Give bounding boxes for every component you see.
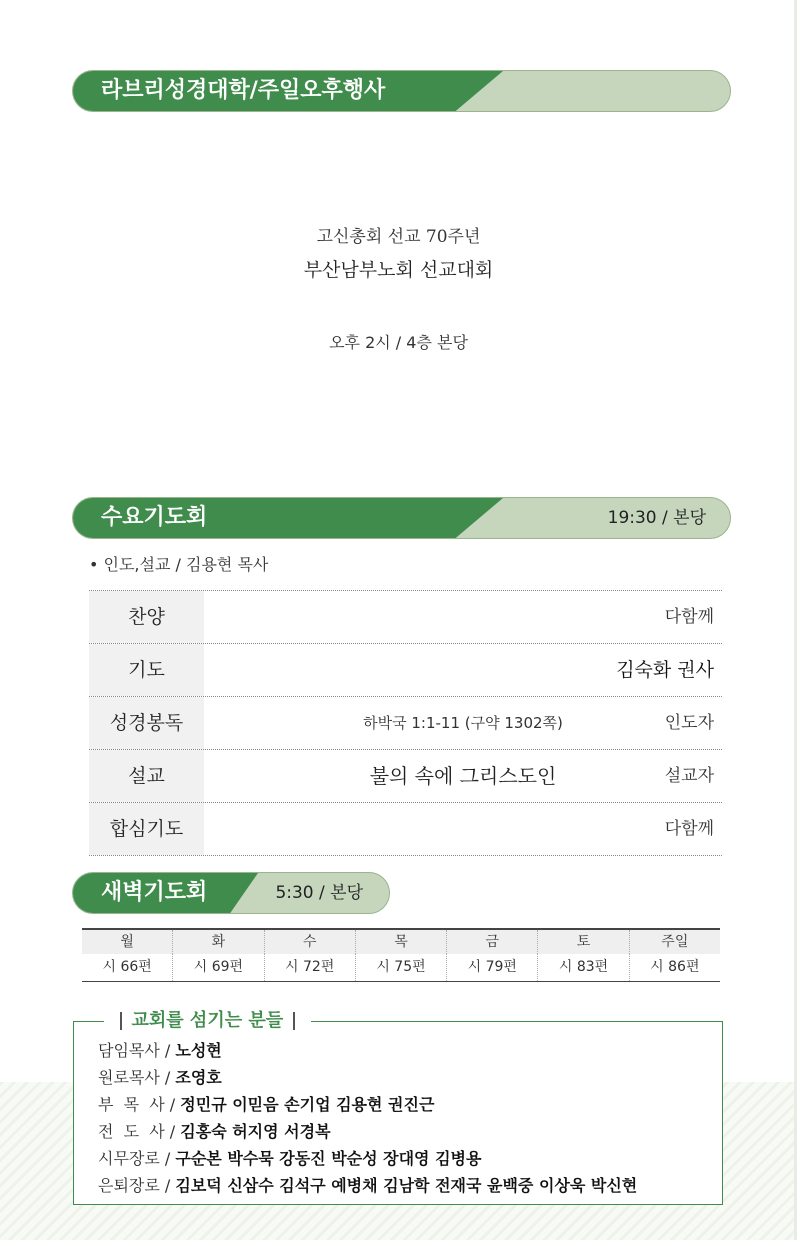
section-title: 수요기도회 xyxy=(101,505,208,530)
staff-line xyxy=(98,1092,434,1115)
day-cell: 수 xyxy=(264,930,355,954)
reading-cell: 시 66편 xyxy=(102,959,152,975)
reading-cell: 시 86편 xyxy=(629,954,720,981)
staff-line xyxy=(98,1119,331,1142)
title-divider-right xyxy=(293,1012,295,1030)
row-person: 다함께 xyxy=(664,607,714,627)
row-content: 불의 속에 그리스도인 xyxy=(369,764,557,788)
staff-line xyxy=(98,1173,637,1196)
row-label: 합심기도 xyxy=(89,803,204,855)
title-divider-left xyxy=(120,1012,122,1030)
reading-cell: 시 75편 xyxy=(355,954,446,981)
staff-line xyxy=(98,1038,222,1061)
staff-line xyxy=(98,1146,481,1169)
reading-cell: 시 79편 xyxy=(446,954,537,981)
day-cell: 금 xyxy=(446,930,537,954)
staff-names: 김홍숙 허지영 서경복 xyxy=(180,1122,331,1141)
reading-cell: 시 72편 xyxy=(264,954,355,981)
section-time: 19:30 / 본당 xyxy=(607,508,706,528)
staff-title-wrap xyxy=(104,1009,311,1033)
staff-role: 시무장로 / xyxy=(98,1149,176,1168)
staff-names: 구순본 박수묵 강동진 박순성 장대영 김병용 xyxy=(175,1149,482,1168)
section-title: 라브리성경대학/주일오후행사 xyxy=(101,78,386,103)
table-row xyxy=(89,697,722,750)
staff-line xyxy=(98,1065,222,1088)
staff-box xyxy=(73,1010,723,1205)
staff-role: 원로목사 / xyxy=(98,1068,176,1087)
event-line-1: 고신총회 선교 70주년 xyxy=(316,227,481,247)
row-label: 찬양 xyxy=(89,591,204,643)
staff-names: 정민규 이믿음 손기업 김용현 권진근 xyxy=(180,1095,435,1114)
row-person: 설교자 xyxy=(664,766,714,786)
staff-role: 은퇴장로 / xyxy=(98,1176,176,1195)
row-person: 김숙화 권사 xyxy=(616,659,714,681)
staff-names: 조영호 xyxy=(175,1068,222,1087)
staff-title: 교회를 섬기는 분들 xyxy=(131,1010,284,1031)
row-person: 인도자 xyxy=(664,713,714,733)
section-header-bible-college xyxy=(72,70,731,112)
row-label: 성경봉독 xyxy=(89,697,204,749)
row-content: 하박국 1:1-11 (구약 1302쪽) xyxy=(363,714,563,732)
table-row xyxy=(89,644,722,697)
section-header-dawn xyxy=(72,872,390,914)
day-cell: 목 xyxy=(355,930,446,954)
wednesday-leader: • 인도,설교 / 김용현 목사 xyxy=(89,555,269,574)
row-label: 설교 xyxy=(89,750,204,802)
day-cell: 주일 xyxy=(629,930,720,954)
event-line-2: 부산남부노회 선교대회 xyxy=(303,259,494,281)
event-time: 오후 2시 / 4층 본당 xyxy=(329,333,468,352)
table-row xyxy=(89,750,722,803)
section-header-wednesday xyxy=(72,497,731,539)
section-time: 5:30 / 본당 xyxy=(275,883,363,903)
wednesday-order-table xyxy=(89,590,722,856)
day-cell: 토 xyxy=(537,930,628,954)
table-row xyxy=(82,954,720,981)
day-cell: 화 xyxy=(172,930,263,954)
reading-cell: 시 83편 xyxy=(537,954,628,981)
dawn-reading-table xyxy=(82,928,720,982)
table-header-row xyxy=(82,930,720,954)
row-label: 기도 xyxy=(89,644,204,696)
staff-role: 담임목사 / xyxy=(98,1041,176,1060)
section-title: 새벽기도회 xyxy=(101,880,208,905)
reading-cell: 시 69편 xyxy=(172,954,263,981)
staff-role: 부 목 사 / xyxy=(98,1095,181,1114)
staff-role: 전 도 사 / xyxy=(98,1122,181,1141)
staff-names: 노성현 xyxy=(175,1041,222,1060)
staff-names: 김보덕 신삼수 김석구 예병채 김남학 전재국 윤백중 이상욱 박신현 xyxy=(175,1176,638,1195)
row-person: 다함께 xyxy=(664,819,714,839)
day-cell: 월 xyxy=(120,934,134,950)
table-row xyxy=(89,591,722,644)
table-row xyxy=(89,803,722,856)
